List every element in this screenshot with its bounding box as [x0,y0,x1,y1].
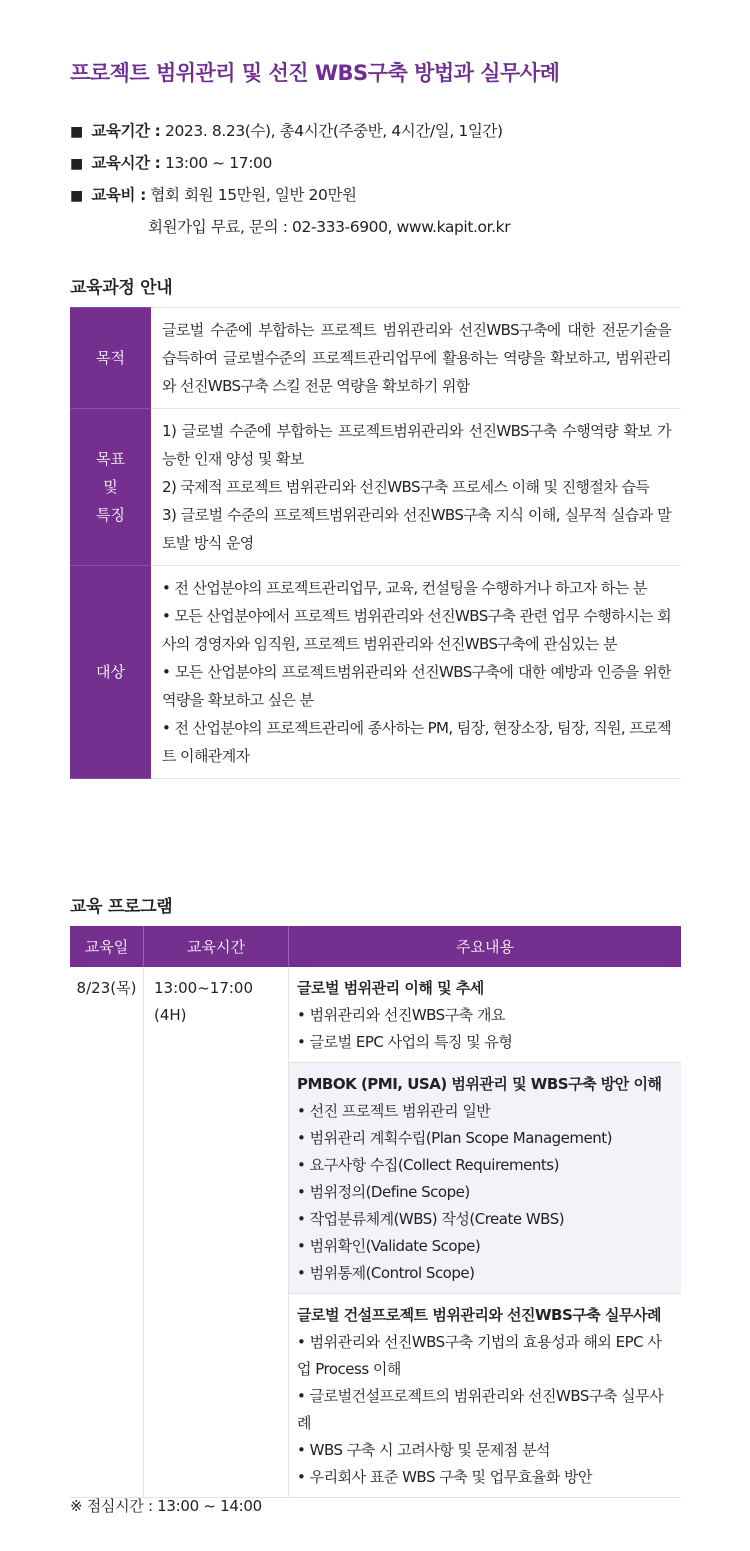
col-header-date: 교육일 [70,926,144,967]
guide-label-goals-line: 및 [103,478,118,496]
guide-target-item: • 전 산업분야의 프로젝트관리업무, 교육, 컨설팅을 수행하거나 하고자 하는 분 [162,579,647,597]
program-block-item: • 작업분류체계(WBS) 작성(Create WBS) [297,1210,565,1228]
info-period-label: 교육기간 : [91,122,161,140]
program-block-item: • 범위관리 계획수립(Plan Scope Management) [297,1129,612,1147]
guide-value-target [151,566,681,779]
guide-target-item: • 전 산업분야의 프로젝트관리에 종사하는 PM, 팀장, 현장소장, 팀장, 직원, 프로젝트 이해관계자 [162,719,671,765]
info-fee-label: 교육비 : [91,186,146,204]
guide-table [70,307,681,779]
info-time [70,148,510,180]
square-bullet-icon: ■ [70,156,83,172]
square-bullet-icon: ■ [70,124,83,140]
guide-label-goals [70,409,151,566]
info-time-label: 교육시간 : [91,154,161,172]
program-heading: 교육 프로그램 [70,897,173,917]
guide-goal-item: 2) 국제적 프로젝트 범위관리와 선진WBS구축 프로세스 이해 및 진행절차 습득 [162,478,650,496]
info-fee-value: 협회 회원 15만원, 일반 20만원 [150,186,357,204]
guide-target-item: • 모든 산업분야에서 프로젝트 범위관리와 선진WBS구축 관련 업무 수행하시는 회사의 경영자와 임직원, 프로젝트 범위관리와 선진WBS구축에 관심있는 분 [162,607,671,653]
program-duration: (4H) [154,1006,187,1024]
program-date: 8/23(목) [70,967,144,1498]
guide-label-purpose: 목적 [70,308,151,409]
guide-label-goals-text [71,445,150,529]
program-block-title: 글로벌 범위관리 이해 및 추세 [297,979,484,997]
program-header-row [70,926,681,967]
guide-value-goals [151,409,681,566]
program-block-item: • 범위통제(Control Scope) [297,1264,475,1282]
info-fee [70,180,510,212]
info-period [70,116,510,148]
program-block-item: • 선진 프로젝트 범위관리 일반 [297,1102,491,1120]
square-bullet-icon: ■ [70,188,83,204]
program-block-title: 글로벌 건설프로젝트 범위관리와 선진WBS구축 실무사례 [297,1306,661,1324]
program-block [289,1294,682,1498]
program-row [70,967,681,1063]
program-block-item: • 글로벌건설프로젝트의 범위관리와 선진WBS구축 실무사례 [297,1387,664,1432]
program-block-item: • 범위관리와 선진WBS구축 기법의 효용성과 해외 EPC 사업 Process 이해 [297,1333,662,1378]
program-table [70,926,681,1498]
program-block-title: PMBOK (PMI, USA) 범위관리 및 WBS구축 방안 이해 [297,1075,662,1093]
program-block-item: • 요구사항 수집(Collect Requirements) [297,1156,559,1174]
guide-target-item: • 모든 산업분야의 프로젝트범위관리와 선진WBS구축에 대한 예방과 인증을 위한 역량을 확보하고 싶은 분 [162,663,671,709]
col-header-content: 주요내용 [289,926,682,967]
program-block-item: • 우리회사 표준 WBS 구축 및 업무효율화 방안 [297,1468,592,1486]
program-block-item: • WBS 구축 시 고려사항 및 문제점 분석 [297,1441,550,1459]
col-header-time: 교육시간 [144,926,289,967]
course-info [70,116,510,243]
guide-row-target [70,566,681,779]
guide-label-goals-line: 특징 [96,506,125,524]
guide-goal-item: 1) 글로벌 수준에 부합하는 프로젝트범위관리와 선진WBS구축 수행역량 확보 가능한 인재 양성 및 확보 [162,422,671,468]
info-fee-note: 회원가입 무료, 문의 : 02-333-6900, www.kapit.or.kr [148,218,511,236]
page-title: 프로젝트 범위관리 및 선진 WBS구축 방법과 실무사례 [70,61,560,85]
guide-goal-item: 3) 글로벌 수준의 프로젝트범위관리와 선진WBS구축 지식 이해, 실무적 실습과 말토발 방식 운영 [162,506,671,552]
lunch-note: ※ 점심시간 : 13:00 ~ 14:00 [70,1497,262,1515]
info-period-value: 2023. 8.23(수), 총4시간(주중반, 4시간/일, 1일간) [164,122,503,140]
program-block [289,1063,682,1294]
program-block [289,967,682,1063]
guide-value-purpose: 글로벌 수준에 부합하는 프로젝트 범위관리와 선진WBS구축에 대한 전문기술을 습득하여 글로벌수준의 프로젝트관리업무에 활용하는 역량을 확보하고, 범위관리와 선진WBS구축 스킬 전문 역량을 확보하기 위함 [151,308,681,409]
guide-row-goals [70,409,681,566]
guide-label-target: 대상 [70,566,151,779]
program-time-range: 13:00~17:00 [154,979,254,997]
program-time [144,967,289,1498]
guide-row-purpose [70,308,681,409]
program-block-item: • 범위정의(Define Scope) [297,1183,470,1201]
guide-heading: 교육과정 안내 [70,278,173,298]
guide-label-goals-line: 목표 [96,450,125,468]
program-block-item: • 범위관리와 선진WBS구축 개요 [297,1006,505,1024]
info-time-value: 13:00 ~ 17:00 [164,154,272,172]
program-block-item: • 글로벌 EPC 사업의 특징 및 유형 [297,1033,513,1051]
program-block-item: • 범위확인(Validate Scope) [297,1237,481,1255]
